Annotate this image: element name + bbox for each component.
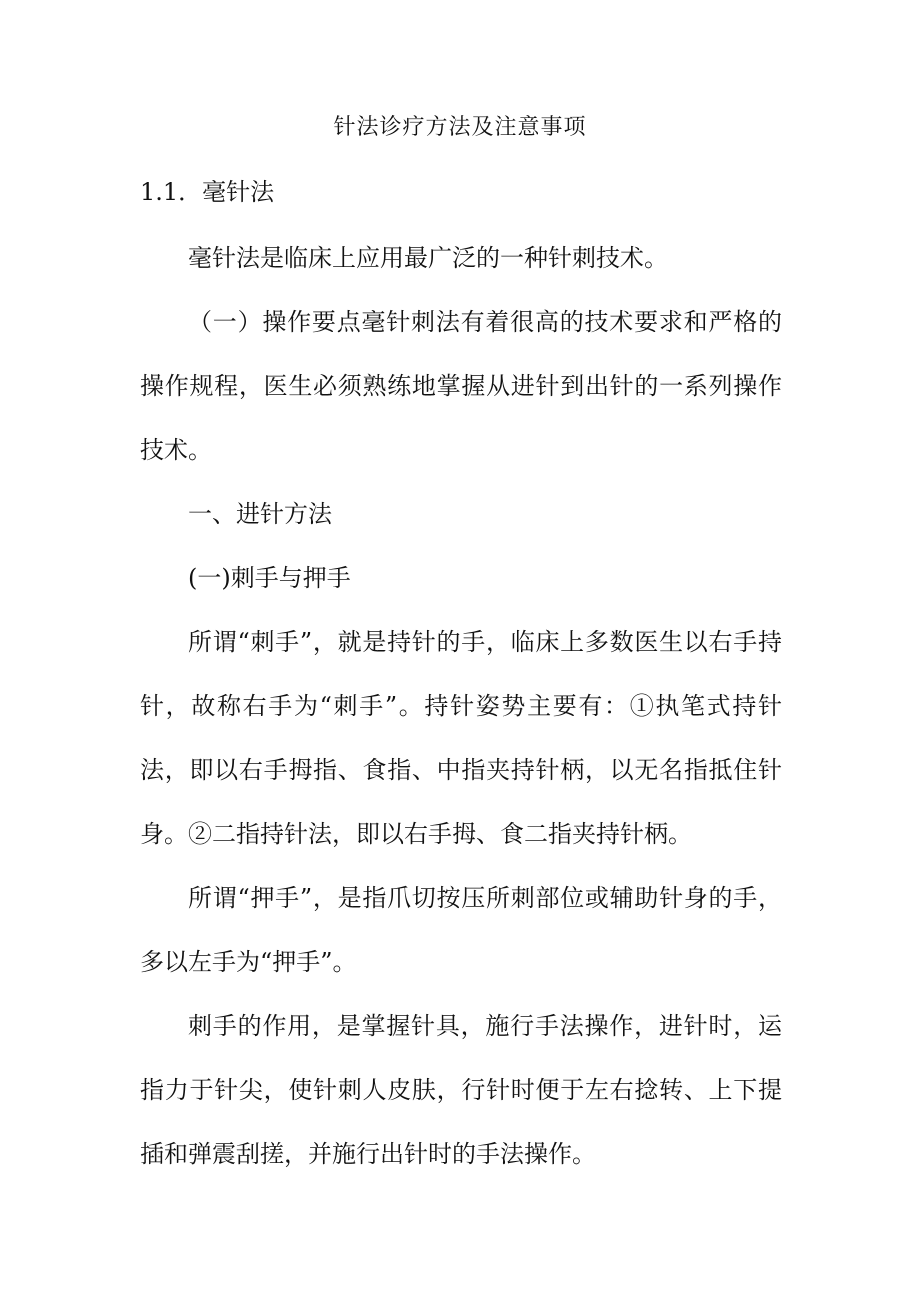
document-title: 针法诊疗方法及注意事项: [333, 115, 587, 140]
paragraph-intro: 毫针法是临床上应用最广泛的一种针刺技术。: [188, 244, 668, 272]
subheading-needle-insertion: 一、进针方法: [188, 500, 332, 528]
paragraph-needling-hand: 所谓“刺手”，就是持针的手，临床上多数医生以右手持针，故称右手为“刺手”。持针姿势主要有：①执笔式持针法，即以右手拇指、食指、中指夹持针柄，以无名指抵住针身。②二指持针法，即以右手拇、食二指夹持针柄。: [140, 628, 782, 848]
paragraph-pressing-hand: 所谓“押手”，是指爪切按压所刺部位或辅助针身的手，多以左手为“押手”。: [140, 884, 782, 976]
subheading-hands: (一)刺手与押手: [188, 564, 351, 592]
paragraph-needling-hand-function: 刺手的作用，是掌握针具，施行手法操作，进针时，运指力于针尖，使针刺人皮肤，行针时便于左右捻转、上下提插和弹震刮搓，并施行出针时的手法操作。: [140, 1012, 782, 1168]
paragraph-operation-points: （一）操作要点毫针刺法有着很高的技术要求和严格的操作规程，医生必须熟练地掌握从进针到出针的一系列操作技术。: [140, 308, 782, 464]
section-heading: 1.1．毫针法: [140, 178, 275, 206]
